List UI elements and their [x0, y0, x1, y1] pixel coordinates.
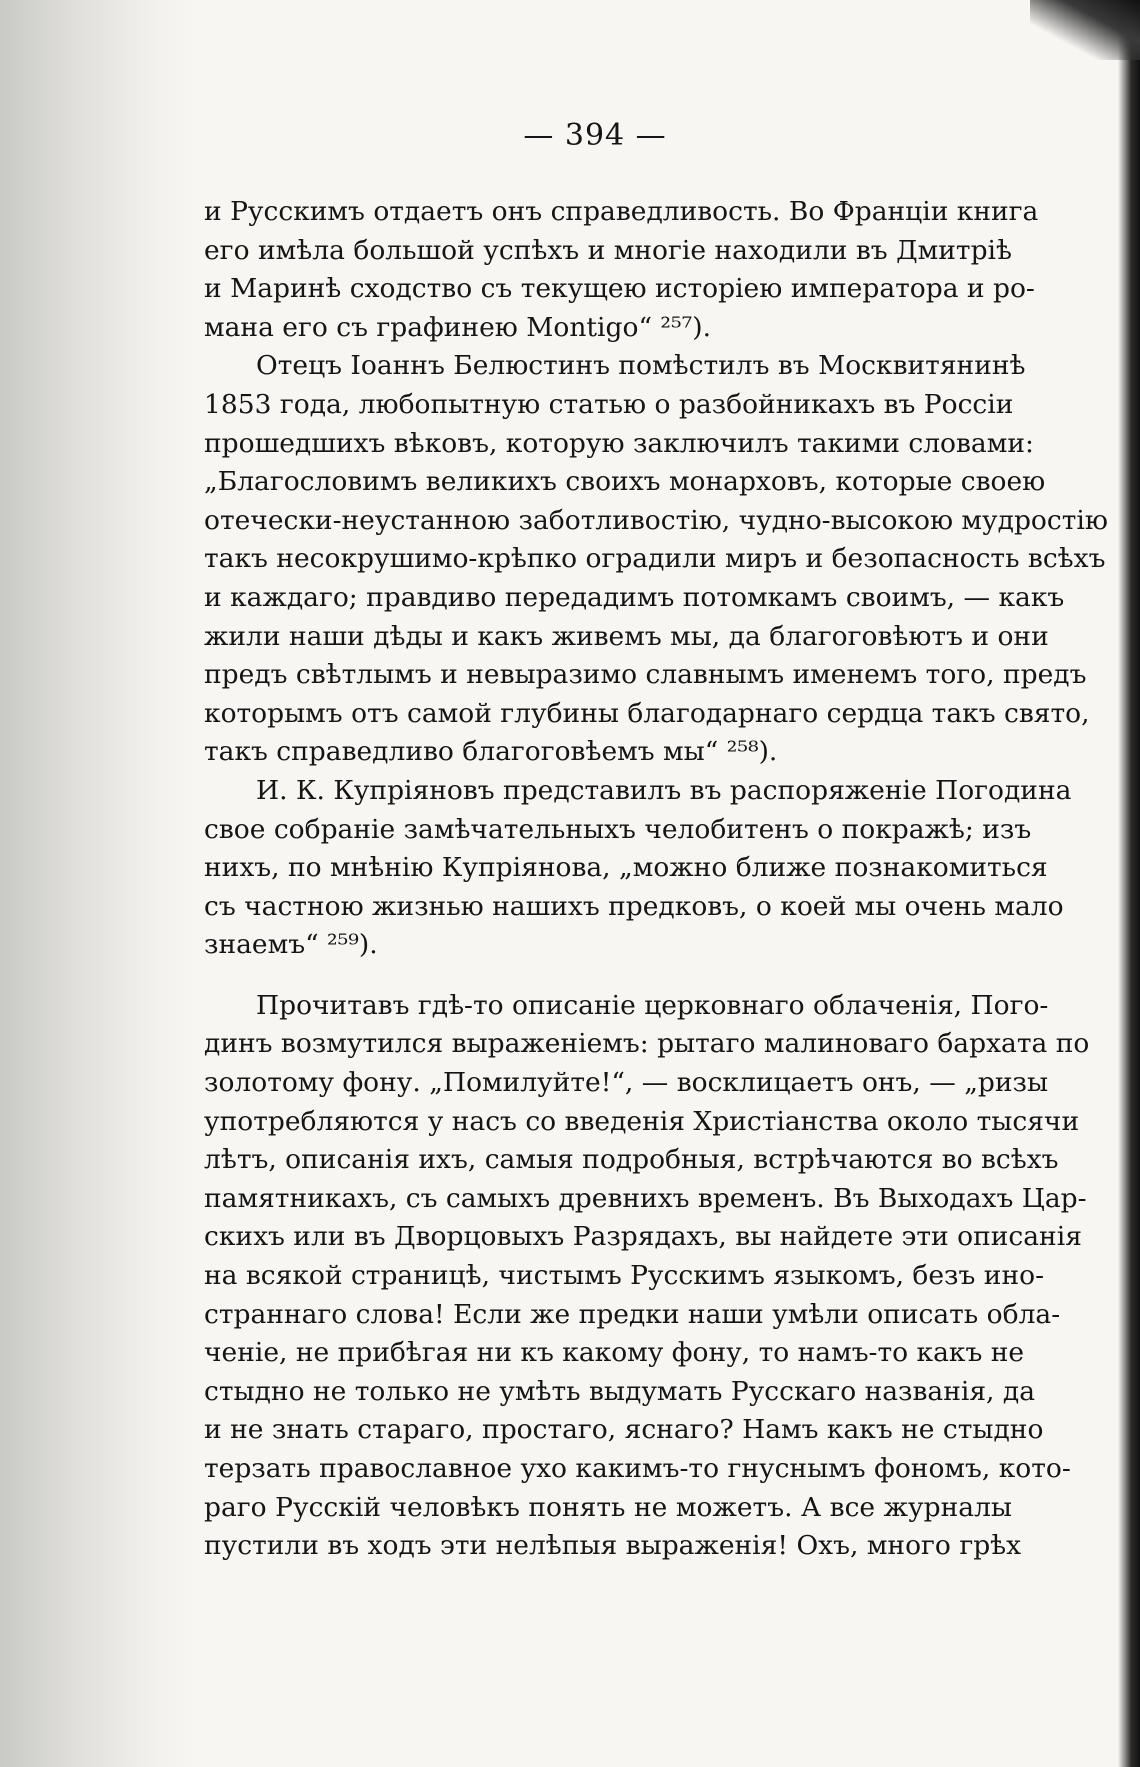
scan-corner [1030, 0, 1140, 60]
text-line: знаемъ“ ²⁵⁹). [204, 929, 378, 961]
text-line: нихъ, по мнѣнію Купріянова, „можно ближе познакомиться [204, 852, 1048, 884]
text-line: его имѣла большой успѣхъ и многіе находили въ Дмитріѣ [204, 234, 1012, 266]
text-line: которымъ отъ самой глубины благодарнаго сердца такъ свято, [204, 697, 1090, 729]
text-line: Отецъ Іоаннъ Белюстинъ помѣстилъ въ Москвитянинѣ [256, 350, 1026, 382]
text-line: раго Русскій человѣкъ понять не можетъ. А все журналы [204, 1491, 1012, 1523]
text-line: И. К. Купріяновъ представилъ въ распоряженіе Погодина [256, 774, 1072, 806]
page-number: — 394 — [523, 118, 667, 153]
text-line: и каждаго; правдиво передадимъ потомкамъ своимъ, — какъ [204, 581, 1065, 613]
text-line: на всякой страницѣ, чистымъ Русскимъ языкомъ, безъ ино- [204, 1260, 1045, 1292]
text-line: отечески-неустанною заботливостію, чудно-высокою мудростію [204, 504, 1108, 536]
text-line: такъ несокрушимо-крѣпко оградили миръ и безопасность всѣхъ [204, 543, 1106, 575]
text-line: Прочитавъ гдѣ-то описаніе церковнаго облаченія, Пого- [256, 989, 1049, 1021]
text-line: и не знать стараго, простаго, яснаго? Намъ какъ не стыдно [204, 1414, 1044, 1446]
text-line: и Маринѣ сходство съ текущею исторіею императора и ро- [204, 273, 1035, 305]
text-line: жили наши дѣды и какъ живемъ мы, да благоговѣютъ и они [204, 620, 1049, 652]
text-line: динъ возмутился выраженіемъ: рытаго малиноваго бархата по [204, 1028, 1090, 1060]
text-line: предъ свѣтлымъ и невыразимо славнымъ именемъ того, предъ [204, 659, 1087, 691]
page-text [204, 193, 1108, 1566]
text-line: памятникахъ, съ самыхъ древнихъ временъ. Въ Выходахъ Цар- [204, 1182, 1087, 1214]
text-line: страннаго слова! Если же предки наши умѣли описать обла- [204, 1298, 1061, 1330]
text-line: 1853 года, любопытную статью о разбойникахъ въ Россіи [204, 388, 1014, 420]
text-line: ченіе, не прибѣгая ни къ какому фону, то намъ-то какъ не [204, 1337, 1025, 1369]
scan-shadow-right [1118, 0, 1140, 1767]
text-line: съ частною жизнью нашихъ предковъ, о коей мы очень мало [204, 890, 1064, 922]
paragraph-gap [204, 965, 1012, 987]
text-line: свое собраніе замѣчательныхъ челобитенъ о покражѣ; изъ [204, 813, 1032, 845]
text-line: и Русскимъ отдаетъ онъ справедливость. Во Франціи книга [204, 196, 1039, 227]
text-line: стыдно не только не умѣть выдумать Русскаго названія, да [204, 1375, 1036, 1407]
text-line: пустили въ ходъ эти нелѣпыя выраженія! Охъ, много грѣх [204, 1530, 1022, 1562]
text-line: скихъ или въ Дворцовыхъ Разрядахъ, вы найдете эти описанія [204, 1221, 1082, 1253]
scan-shadow-left [0, 0, 200, 1767]
text-line: золотому фону. „Помилуйте!“, — восклицаетъ онъ, — „ризы [204, 1067, 1049, 1099]
text-line: терзать православное ухо какимъ-то гнуснымъ фономъ, кото- [204, 1453, 1071, 1484]
text-line: такъ справедливо благоговѣемъ мы“ ²⁵⁸). [204, 736, 778, 768]
text-line: прошедшихъ вѣковъ, которую заключилъ такими словами: [204, 427, 1034, 459]
text-line: мана его съ графинею Montigo“ ²⁵⁷). [204, 311, 712, 343]
text-line: лѣтъ, описанія ихъ, самыя подробныя, встрѣчаются во всѣхъ [204, 1144, 1059, 1176]
text-line: „Благословимъ великихъ своихъ монарховъ, которые своею [204, 466, 1046, 498]
text-line: употребляются у насъ со введенія Христіанства около тысячи [204, 1105, 1080, 1137]
